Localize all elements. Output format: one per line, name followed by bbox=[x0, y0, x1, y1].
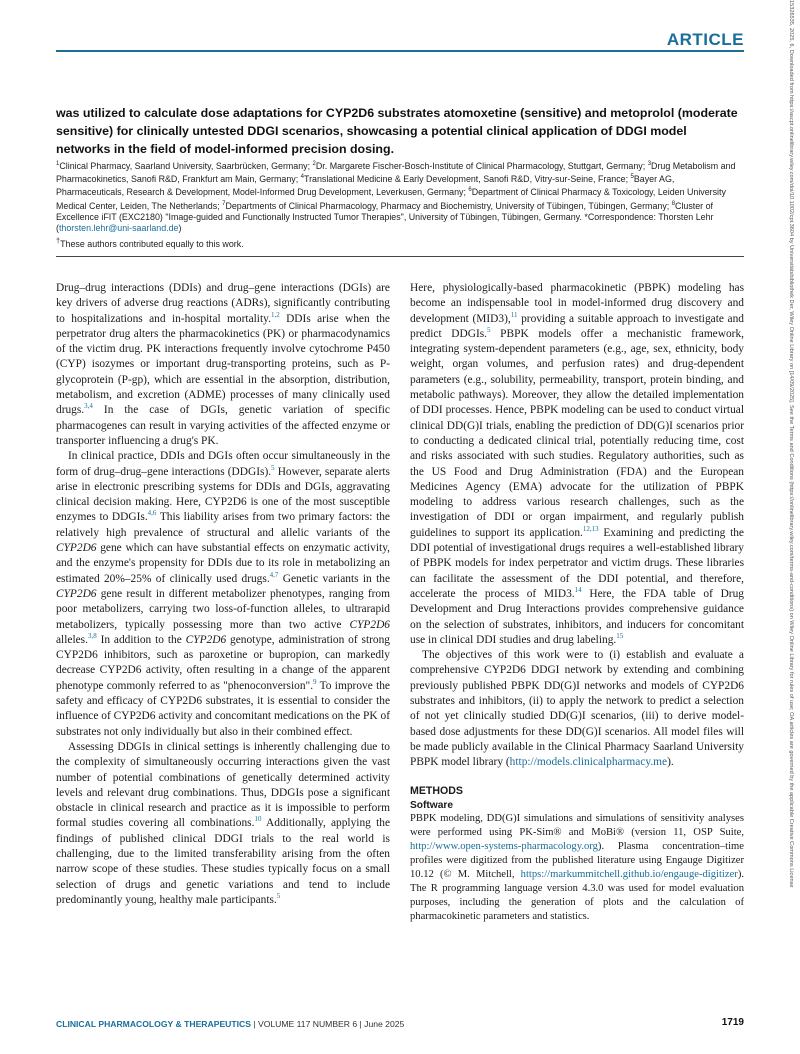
header-rule bbox=[56, 50, 744, 52]
paragraph: Drug–drug interactions (DDIs) and drug–gene interactions (DGIs) are key drivers of adverse drug reactions (ADRs), significantly contributing to hospitalizations and in-hospital mortality.$^{1,2}$ DDIs arise when the perpetrator drug alters the pharmacokinetics (PK) or pharmacodynamics of the victim drug. PK interactions frequently involve cytochrome P450 (CYP) isozymes or important drug-transporting proteins, such as P-glycoprotein (P-gp), which are essential in the absorption, distribution, metabolism, and excretion (ADME) processes of many clinically used drugs.$^{3,4}$ In the case of DGIs, genetic variation of specific pharmacogenes can result in varying activities of the affected enzyme or transporter influencing a drug's PK. bbox=[56, 282, 390, 447]
paragraph: The objectives of this work were to (i) establish and evaluate a comprehensive CYP2D6 DDGI network by extending and combining previously published PBPK DD(G)I networks and models of CYP2D6 substrates and inhibitors, (ii) to apply the network to predict a selection of not yet clinically studied DD(G)I scenarios, (iii) to derive model-based dose adjustments for these DD(G)I scenarios. All model files will be made publicly available in the Clinical Pharmacy Saarland University PBPK model library (http://models.clinicalpharmacy.me). bbox=[410, 649, 744, 769]
section-rule bbox=[56, 256, 744, 257]
download-notice-strip: 15326535, 2025, 6, Downloaded from https://ascpt.onlinelibrary.wiley.com/doi/10.1002/cpt.3604 by Universitätsbibliothek Der, Wiley Online Library on [14/09/2025]. See the Terms and Conditions (https://onlinelibrary.wiley.com/terms-and-conditions) on Wiley Online Library for rules of use; OA articles are governed by the applicable Creative Commons License bbox=[788, 0, 794, 888]
affiliations: $^1$Clinical Pharmacy, Saarland University, Saarbrücken, Germany; $^2$Dr. Margarete Fischer-Bosch-Institute of Clinical Pharmacology, Stuttgart, Germany; $^3$Drug Metabolism and Pharmacokinetics, Sanofi R&D, Frankfurt am Main, Germany; $^4$Translational Medicine & Early Development, Sanofi R&D, Vitry-sur-Seine, France; $^5$Bayer AG, Pharmaceuticals, Research & Development, Model-Informed Drug Development, Leverkusen, Germany; $^6$Department of Clinical Pharmacy & Toxicology, Leiden University Medical Center, Leiden, The Netherlands; $^7$Departments of Clinical Pharmacology, Pharmacy and Biochemistry, University of Tübingen, Tübingen, Germany; $^8$Cluster of Excellence iFIT (EXC2180) "Image-guided and Functionally Instructed Tumor Therapies", University of Tübingen, Tübingen, Germany. *Correspondence: Thorsten Lehr (thorsten.lehr@uni-saarland.de) bbox=[56, 160, 736, 233]
citation[interactable]: 3,4 bbox=[84, 402, 93, 411]
journal-name: CLINICAL PHARMACOLOGY & THERAPEUTICS bbox=[56, 1019, 251, 1029]
model-library-link[interactable]: http://models.clinicalpharmacy.me bbox=[509, 756, 668, 769]
citation[interactable]: 9 bbox=[313, 677, 317, 686]
citation[interactable]: 15 bbox=[616, 632, 624, 641]
citation[interactable]: 5 bbox=[487, 326, 491, 335]
citation[interactable]: 3,8 bbox=[87, 632, 97, 641]
citation[interactable]: 5 bbox=[276, 892, 281, 901]
citation[interactable]: 12,13 bbox=[582, 524, 599, 533]
citation[interactable]: 1,2 bbox=[270, 310, 280, 319]
article-type-label: ARTICLE bbox=[666, 30, 744, 49]
citation[interactable]: 5 bbox=[271, 463, 275, 472]
paragraph: Assessing DDGIs in clinical settings is inherently challenging due to the complexity of simultaneously occurring interactions given the vast number of potential combinations of genetically determined activity levels and relevant drug combinations. Thus, DDGIs pose a significant obstacle in clinical research and practice as it is impossible to perform formal studies covering all combinations.$^{10}$ Additionally, applying the findings of published clinical DDGI trials to the real world is challenging, due to the limited transferability arising from the often narrow scope of these studies. These studies typically focus on a small selection of drugs and genetic variations and tend to include predominantly young, healthy male participants.$^5$ bbox=[56, 740, 390, 906]
issue-info: | VOLUME 117 NUMBER 6 | June 2025 bbox=[250, 1019, 405, 1029]
paragraph: In clinical practice, DDIs and DGIs often occur simultaneously in the form of drug–drug–gene interactions (DDGIs).$^5$ However, separate alerts arise in electronic prescribing systems for DDIs and DGIs, aggravating clinical decision making. Here, CYP2D6 is one of the most susceptible enzymes to DDGIs.$^{4,6}$ This liability arises from two primary factors: the relatively high prevalence of structural and allelic variants of the CYP2D6 gene which can have substantial effects on enzymatic activity, and the enzyme's propensity for DDIs due to its role in metabolizing an estimated 20%–25% of clinically used drugs.$^{4,7}$ Genetic variants in the CYP2D6 gene result in different metabolizer phenotypes, ranging from poor metabolizers, carrying two loss-of-function alleles, to ultrarapid metabolizers, typically possessing more than two active CYP2D6 alleles.$^{3,8}$ In addition to the CYP2D6 genotype, administration of strong CYP2D6 inhibitors, such as paroxetine or bupropion, can markedly decrease CYP2D6 activity, often resulting in a change of the apparent phenotype commonly referred to as "phenoconversion".$^9$ To improve the safety and efficacy of CYP2D6 substrates, it is essential to consider the influence of CYP2D6 activity and concomitant medications on the PK of substrates not only individually but also in their combined effect. bbox=[56, 450, 390, 738]
methods-heading: METHODS bbox=[410, 784, 463, 797]
abstract-continuation: was utilized to calculate dose adaptations for CYP2D6 substrates atomoxetine (sensitive) and metoprolol (moderate sensitive) for clinically untested DDGI scenarios, showcasing a potential clinical application of DDGI model networks in the field of model-informed precision dosing. bbox=[56, 106, 738, 157]
citation[interactable]: 4,7 bbox=[269, 570, 279, 579]
citation[interactable]: 4,6 bbox=[147, 509, 157, 518]
body-column-left bbox=[56, 281, 390, 908]
body-column-right bbox=[410, 281, 744, 924]
software-subheading: Software bbox=[410, 799, 454, 811]
correspondence-email-link[interactable]: thorsten.lehr@uni-saarland.de bbox=[58, 222, 179, 233]
page-number: 1719 bbox=[721, 1017, 744, 1028]
citation[interactable]: 10 bbox=[254, 815, 262, 824]
paragraph: PBPK modeling, DD(G)I simulations and simulations of sensitivity analyses were performed using PK-Sim® and MoBi® (version 11, OSP Suite, http://www.open-systems-pharmacology.org). Plasma concentration–time profiles were digitized from the published literature using Engauge Digitizer 10.12 (© M. Mitchell, https://markummitchell.github.io/engauge-digitizer). The R programming language version 4.3.0 was used for model evaluation purposes, including the generation of plots and the calculation of pharmacokinetic parameters and statistics. bbox=[410, 812, 744, 922]
engauge-digitizer-link[interactable]: https://markummitchell.github.io/engauge-digitizer bbox=[520, 868, 738, 880]
citation[interactable]: 14 bbox=[574, 586, 582, 595]
paragraph: Here, physiologically-based pharmacokinetic (PBPK) modeling has become an indispensable tool in model-informed drug discovery and development (MID3),$^{11}$ providing a suitable approach to investigate and predict DDGIs.$^5$ PBPK models offer a mechanistic framework, integrating system-dependent parameters (e.g., age, sex, ethnicity, body weight, organ volumes, and perfusion rates) and drug-dependent parameters (e.g., solubility, permeability, transport, protein binding, and metabolic pathways). Moreover, they allow the detailed implementation of DDI processes. Hence, PBPK modeling can be used to conduct virtual clinical DD(G)I trials, enabling the prediction of DD(G)I scenarios prior to conducting a dedicated clinical trial, potentially reducing time, cost and risks associated with such studies. Regulatory authorities, such as the US Food and Drug Administration (FDA) and the European Medicines Agency (EMA) advocate for the utilization of PBPK modeling to address various research challenges, such as the investigation of DDI or organ impairment, and regularly publish guidelines to support its application.$^{12,13}$ Examining and predicting the DDI potential of investigational drugs requires a well-established library of PBPK models for index perpetrator and victim drugs. These libraries can facilitate the assessment of the DDI potential, and therefore, accelerate the process of MID3.14 Here, the FDA table of Drug Development and Drug Interactions provides comprehensive guidance on the selection of substrates, inhibitors, and inducers for concomitant use in clinical DDI studies and drug labeling.$^{15}$ bbox=[410, 282, 744, 646]
equal-contribution-note: †These authors contributed equally to this work. bbox=[56, 236, 244, 249]
citation[interactable]: 11 bbox=[510, 310, 518, 319]
osp-suite-link[interactable]: http://www.open-systems-pharmacology.org bbox=[410, 840, 598, 852]
footer-journal-info bbox=[56, 1019, 404, 1029]
